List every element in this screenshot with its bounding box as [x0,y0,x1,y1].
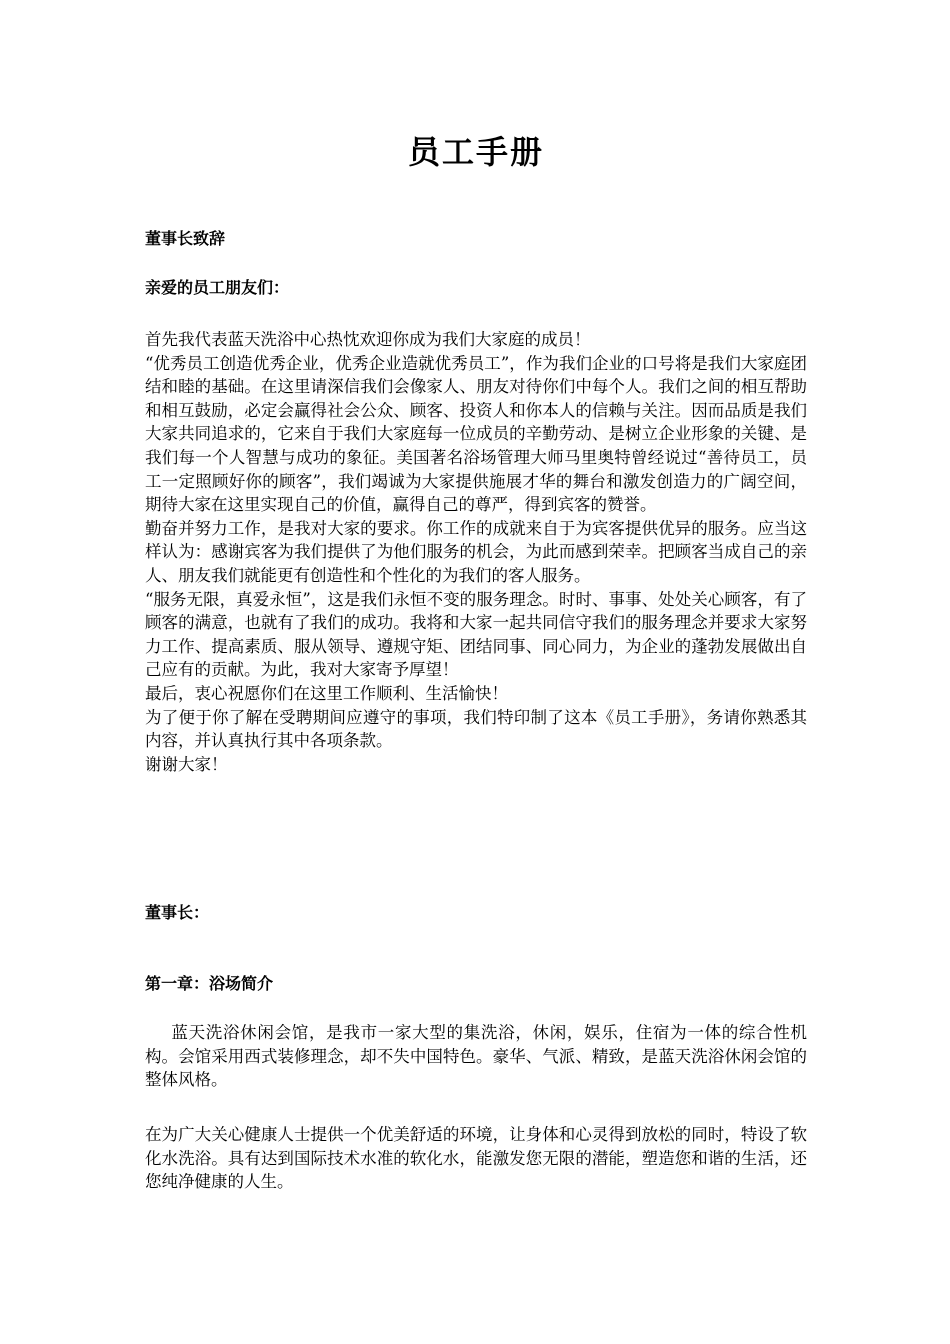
chairman-address-body [145,328,807,776]
chairman-address-heading: 董事长致辞 [145,229,226,248]
chapter-one-paragraph-2 [145,1123,807,1194]
intro-paragraph: 蓝天洗浴休闲会馆，是我市一家大型的集洗浴，休闲，娱乐，住宿为一体的综合性机构。会馆采用西式装修理念，却不失中国特色。豪华、气派、精致，是蓝天洗浴休闲会馆的整体风格。 [145,1023,807,1090]
intro-paragraph: 在为广大关心健康人士提供一个优美舒适的环境，让身体和心灵得到放松的同时，特设了软化水洗浴。具有达到国际技术水准的软化水，能激发您无限的潜能，塑造您和谐的生活，还您纯净健康的人生。 [145,1125,807,1192]
salutation: 亲爱的员工朋友们： [145,278,290,297]
chapter-one-heading: 第一章：浴场简介 [145,974,274,993]
address-paragraph: “优秀员工创造优秀企业，优秀企业造就优秀员工”，作为我们企业的口号将是我们大家庭团结和睦的基础。在这里请深信我们会像家人、朋友对待你们中每个人。我们之间的相互帮助和相互鼓励，必定会赢得社会公众、顾客、投资人和你本人的信赖与关注。因而品质是我们大家共同追求的，它来自于我们大家庭每一位成员的辛勤劳动、是树立企业形象的关键、是我们每一个人智慧与成功的象征。美国著名浴场管理大师马里奥特曾经说过“善待员工，员工一定照顾好你的顾客”，我们竭诚为大家提供施展才华的舞台和激发创造力的广阔空间，期待大家在这里实现自己的价值，赢得自己的尊严，得到宾客的赞誉。 [145,353,807,515]
chapter-one-paragraph-1 [145,1021,807,1092]
address-paragraph: 谢谢大家！ [145,754,228,774]
document-title: 员工手册 [407,133,544,171]
chairman-signature: 董事长： [145,903,210,922]
address-paragraph: “服务无限，真爱永恒”，这是我们永恒不变的服务理念。时时、事事、处处关心顾客，有了顾客的满意，也就有了我们的成功。我将和大家一起共同信守我们的服务理念并要求大家努力工作、提高素质、服从领导、遵规守矩、团结同事、同心同力，为企业的蓬勃发展做出自己应有的贡献。为此，我对大家寄予厚望！ [145,589,807,680]
address-paragraph: 为了便于你了解在受聘期间应遵守的事项，我们特印制了这本《员工手册》，务请你熟悉其内容，并认真执行其中各项条款。 [145,707,807,751]
address-paragraph: 勤奋并努力工作，是我对大家的要求。你工作的成就来自于为宾客提供优异的服务。应当这样认为：感谢宾客为我们提供了为他们服务的机会，为此而感到荣幸。把顾客当成自己的亲人、朋友我们就能更有创造性和个性化的为我们的客人服务。 [145,518,807,585]
address-paragraph: 最后，衷心祝愿你们在这里工作顺利、生活愉快！ [145,683,508,703]
address-paragraph: 首先我代表蓝天洗浴中心热忱欢迎你成为我们大家庭的成员！ [145,330,591,349]
